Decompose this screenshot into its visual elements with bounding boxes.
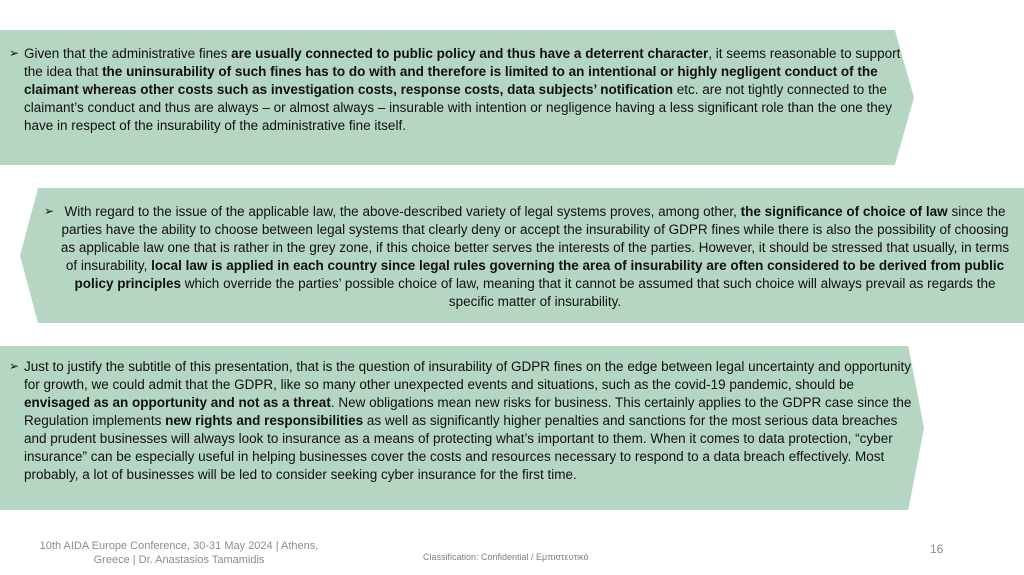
paragraph-fines-insurability: Given that the administrative fines are usually connected to public policy and thus have a deterrent character, it seems reasonable to support the idea that the uninsurability of such fines has to do with and therefore is limited to an intentional or highly negligent conduct of the claimant whereas other costs such as investigation costs, response costs, data subjects’ notification etc. are not tightly connected to the claimant’s conduct and thus are always – or almost always – insurable with intention or negligence having a less significant role than the one they have in respect of the insurability of the administrative fine itself. <box>24 46 901 133</box>
arrow-bullet-icon: ➢ <box>9 46 20 60</box>
paragraph-applicable-law: With regard to the issue of the applicable law, the above-described variety of legal systems proves, among other, the significance of choice of law since the parties have the ability to choose between legal systems that clearly deny or accept the insurability of GDPR fines while there is also the possibility of choosing as applicable law one that is rather in the grey zone, if this choice better serves the interests of the parties. However, it should be stressed that usually, in terms of insurability, local law is applied in each country since legal rules governing the area of insurability are often considered to be derived from public policy principles which override the parties’ possible choice of law, meaning that it cannot be assumed that such choice will always prevail as regards the specific matter of insurability. <box>60 204 1010 309</box>
paragraph-opportunity: Just to justify the subtitle of this presentation, that is the question of insurability of GDPR fines on the edge between legal uncertainty and opportunity for growth, we could admit that the GDPR, like so many other unexpected events and situations, such as the covid-19 pandemic, should be envisaged as an opportunity and not as a threat. New obligations mean new risks for business. This certainly applies to the GDPR case since the Regulation implements new rights and responsibilities as well as significantly higher penalties and sanctions for the most serious data breaches and prudent businesses will always look to insurance as a means of protecting what’s important to them. When it comes to data protection, “cyber insurance” can be especially useful in helping businesses cover the costs and resources necessary to respond to a data breach effectively. Most probably, a lot of businesses will be led to consider seeking cyber insurance for the first time. <box>24 359 912 482</box>
footer-classification: Classification: Confidential / Εμπιστευτικό <box>423 552 589 562</box>
arrow-bullet-icon: ➢ <box>9 359 20 373</box>
page-number: 16 <box>930 542 944 556</box>
arrow-bullet-icon: ➢ <box>44 204 55 218</box>
footer-conference: 10th AIDA Europe Conference, 30-31 May 2024 | Athens, Greece | Dr. Anastasios Tamamidis <box>39 540 319 566</box>
